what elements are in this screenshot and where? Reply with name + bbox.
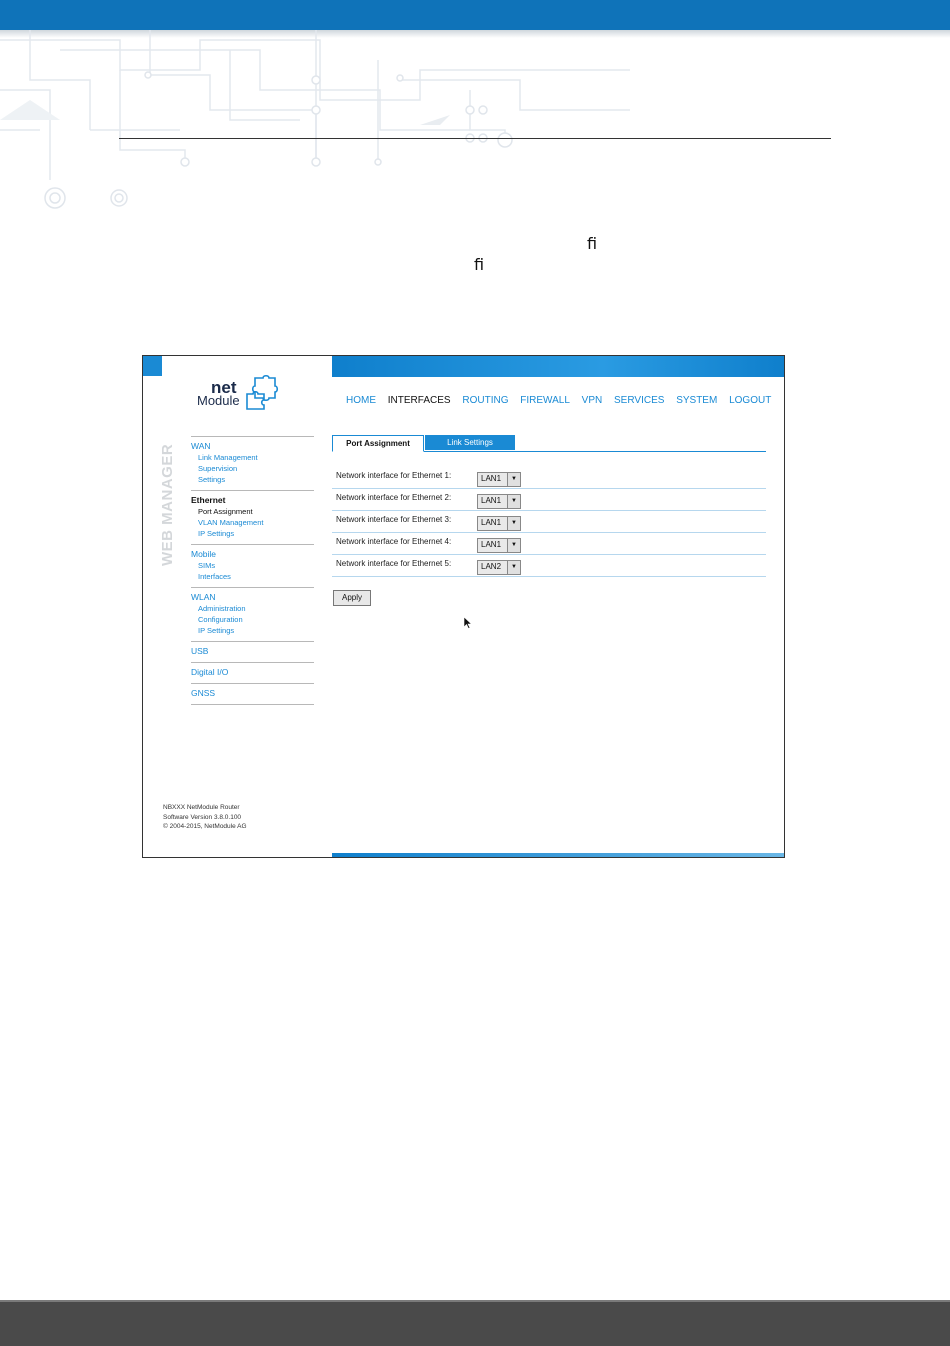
screenshot-header-banner <box>332 356 784 377</box>
sidebar-item-administration[interactable]: Administration <box>198 604 246 613</box>
sidebar-section-wlan <box>191 587 314 641</box>
puzzle-icon <box>243 374 279 410</box>
sidebar-item-supervision[interactable]: Supervision <box>198 464 238 473</box>
document-top-bar <box>0 0 950 30</box>
port-assignment-table <box>332 467 766 577</box>
mouse-cursor-icon <box>464 617 472 629</box>
version-footer <box>163 803 247 832</box>
nav-vpn[interactable]: VPN <box>581 395 603 406</box>
ethernet-5-label: Network interface for Ethernet 5: <box>336 559 452 568</box>
sidebar-item-mobile[interactable]: Mobile <box>191 549 217 559</box>
nav-services[interactable]: SERVICES <box>614 395 665 406</box>
sidebar-section-ethernet <box>191 490 314 544</box>
dropdown-arrow-icon: ▼ <box>507 495 520 508</box>
tab-link-settings[interactable]: Link Settings <box>425 435 515 450</box>
dropdown-arrow-icon: ▼ <box>507 473 520 486</box>
select-value: LAN1 <box>481 540 502 549</box>
ethernet-3-label: Network interface for Ethernet 3: <box>336 515 452 524</box>
select-value: LAN1 <box>481 518 502 527</box>
sidebar-item-usb[interactable]: USB <box>191 646 209 656</box>
ethernet-4-label: Network interface for Ethernet 4: <box>336 537 452 546</box>
select-value: LAN1 <box>481 474 502 483</box>
logo-net-text: net <box>211 378 237 397</box>
table-row <box>332 467 766 489</box>
nav-firewall[interactable]: FIREWALL <box>520 395 570 406</box>
sidebar-item-ethernet-ip-settings[interactable]: IP Settings <box>198 529 235 538</box>
ethernet-2-select[interactable] <box>477 494 521 509</box>
tab-port-assignment[interactable]: Port Assignment <box>332 435 424 452</box>
logo-module-text: Module <box>197 393 240 408</box>
footer-version: Software Version 3.8.0.100 <box>163 813 242 821</box>
sidebar-bottom-rule <box>191 704 314 705</box>
select-value: LAN1 <box>481 496 502 505</box>
netmodule-logo <box>197 374 287 414</box>
sidebar-item-wan-settings[interactable]: Settings <box>198 475 226 484</box>
table-row <box>332 489 766 511</box>
sidebar-item-port-assignment[interactable]: Port Assignment <box>198 507 253 516</box>
nav-home[interactable]: HOME <box>346 395 376 406</box>
sidebar-item-vlan-management[interactable]: VLAN Management <box>198 518 264 527</box>
document-bottom-bar <box>0 1300 950 1346</box>
table-row <box>332 533 766 555</box>
vertical-brand <box>159 436 179 566</box>
sidebar-section-mobile <box>191 544 314 587</box>
footer-product: NBXXX NetModule Router <box>163 804 240 811</box>
nav-logout[interactable]: LOGOUT <box>729 395 772 406</box>
nav-interfaces[interactable]: INTERFACES <box>387 395 451 406</box>
sidebar-item-ethernet[interactable]: Ethernet <box>191 495 226 505</box>
ethernet-5-select[interactable] <box>477 560 521 575</box>
sidebar-section-gnss <box>191 683 314 704</box>
select-value: LAN2 <box>481 562 502 571</box>
sidebar-item-mobile-interfaces[interactable]: Interfaces <box>198 572 231 581</box>
ethernet-1-label: Network interface for Ethernet 1: <box>336 471 452 480</box>
header-rule <box>119 138 831 139</box>
sidebar-item-configuration[interactable]: Configuration <box>198 615 243 624</box>
sidebar-item-wlan[interactable]: WLAN <box>191 592 216 602</box>
nav-system[interactable]: SYSTEM <box>676 395 718 406</box>
sidebar-section-usb <box>191 641 314 662</box>
sidebar-section-wan <box>191 436 314 490</box>
ethernet-2-label: Network interface for Ethernet 2: <box>336 493 452 502</box>
table-row <box>332 511 766 533</box>
sidebar-item-sims[interactable]: SIMs <box>198 561 216 570</box>
sidebar-item-wan[interactable]: WAN <box>191 441 211 451</box>
sidebar-item-digital-io[interactable]: Digital I/O <box>191 667 229 677</box>
dropdown-arrow-icon: ▼ <box>507 517 520 530</box>
ethernet-4-select[interactable] <box>477 538 521 553</box>
sidebar-item-wlan-ip-settings[interactable]: IP Settings <box>198 626 235 635</box>
apply-button[interactable]: Apply <box>333 590 371 606</box>
ethernet-1-select[interactable] <box>477 472 521 487</box>
main-nav <box>346 395 780 406</box>
dropdown-arrow-icon: ▼ <box>507 561 520 574</box>
sidebar-item-link-management[interactable]: Link Management <box>198 453 258 462</box>
screenshot-top-strip <box>143 356 162 376</box>
ligature-glyph: fi <box>474 255 485 274</box>
nav-routing[interactable]: ROUTING <box>462 395 509 406</box>
sidebar <box>191 436 314 705</box>
dropdown-arrow-icon: ▼ <box>507 539 520 552</box>
web-manager-vertical-text: WEB MANAGER <box>159 443 176 566</box>
ligature-glyph: fi <box>587 234 598 253</box>
web-manager-screenshot <box>142 355 785 858</box>
footer-copyright: © 2004-2015, NetModule AG <box>163 823 247 830</box>
circuit-decoration <box>0 30 640 220</box>
ethernet-3-select[interactable] <box>477 516 521 531</box>
table-row <box>332 555 766 577</box>
sidebar-section-digital-io <box>191 662 314 683</box>
screenshot-bottom-strip <box>332 853 784 857</box>
tab-bar <box>332 435 766 452</box>
sidebar-item-gnss[interactable]: GNSS <box>191 688 216 698</box>
